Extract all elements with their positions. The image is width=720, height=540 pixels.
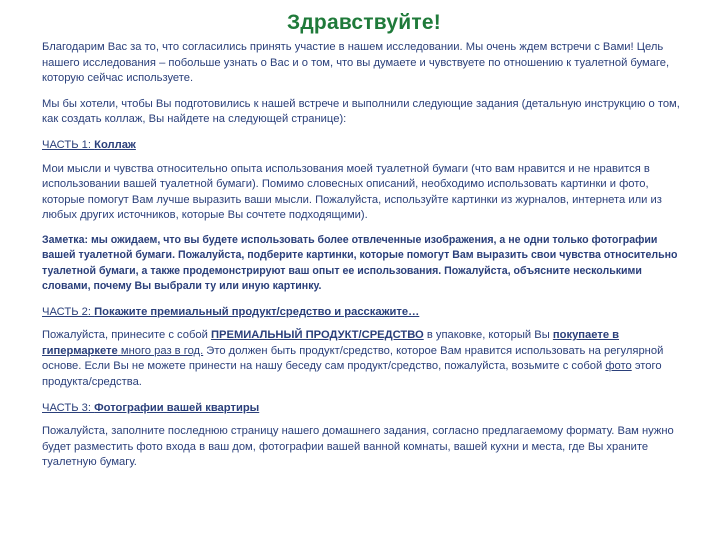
part2-title-prefix: ЧАСТЬ 2: — [42, 305, 91, 318]
part2-text-1: Пожалуйста, принесите с собой — [42, 329, 211, 342]
page-title: Здравствуйте! — [287, 11, 441, 34]
part2-product-emphasis: ПРЕМИАЛЬНЫЙ ПРОДУКТ/СРЕДСТВО — [210, 329, 424, 342]
part3-title — [42, 401, 686, 417]
part1-note: Заметка: мы ожидаем, что вы будете использовать более отвлеченные изображения, а не одни только фотографии вашей туалетной бумаги. Пожалуйста, подберите картинки, которые помогут Вам выразить свои чувства относительно туалетной бумаги, а также продемонстрируют ваш опыт ее использования. Пожалуйста, объясните несколькими словами, почему Вы выбрали ту или иную картинку. — [42, 233, 678, 293]
part1-title-prefix: ЧАСТЬ 1: — [42, 138, 91, 151]
intro-paragraph-1: Благодарим Вас за то, что согласились принять участие в нашем исследовании. Мы очень ждем встречи с Вами! Цель нашего исследования – побольше узнать о Вас и о том, что вы думаете и чувствуете по отношению к туалетной бумаге, которую сейчас используете. — [42, 41, 670, 85]
part2-text — [42, 328, 686, 390]
part2-text-3: в упаковке, который Вы — [423, 329, 553, 342]
part2-text-8: этого продукта/средства. — [42, 360, 662, 388]
part2-title-name: Покажите премиальный продукт/средство и расскажите… — [94, 305, 420, 318]
intro-paragraph-2: Мы бы хотели, чтобы Вы подготовились к нашей встрече и выполнили следующие задания (детальную инструкцию о том, как создать коллаж, Вы найдете на следующей странице): — [42, 97, 680, 126]
part2-hypermarket-emphasis: покупаете в гипермаркете — [42, 329, 620, 357]
part1-text: Мои мысли и чувства относительно опыта использования моей туалетной бумаги (что вам нравится и не нравится в использовании вашей туалетной бумаги). Помимо словесных описаний, необходимо использовать картинки и фото, которые помогут Вам лучше выразить ваши мысли. Пожалуйста, используйте картинки из журналов, интернета или из любых других источников, которые Вы сочтете подходящими). — [42, 162, 662, 222]
part3-text: Пожалуйста, заполните последнюю страницу нашего домашнего задания, согласно предлагаемому формату. Вам нужно будет разместить фото входа в ваш дом, фотографии вашей ванной комнаты, вашей кухни и места, где Вы храните туалетную бумагу. — [42, 425, 674, 469]
part3-title-name: Фотографии вашей квартиры — [94, 401, 260, 414]
part2-text-6: Это должен быть продукт/средство, которое Вам нравится использовать на регулярной основе. Если Вы не можете принести на нашу беседу сам продукт/средство, пожалуйста, возьмите с собой — [42, 344, 664, 373]
part2-text-5: много раз в год. — [117, 344, 204, 357]
part3-title-prefix: ЧАСТЬ 3: — [42, 401, 91, 414]
part1-title — [42, 138, 686, 154]
part2-title — [42, 305, 686, 321]
part1-title-name: Коллаж — [94, 138, 136, 151]
part2-photo-emphasis: фото — [605, 360, 632, 373]
